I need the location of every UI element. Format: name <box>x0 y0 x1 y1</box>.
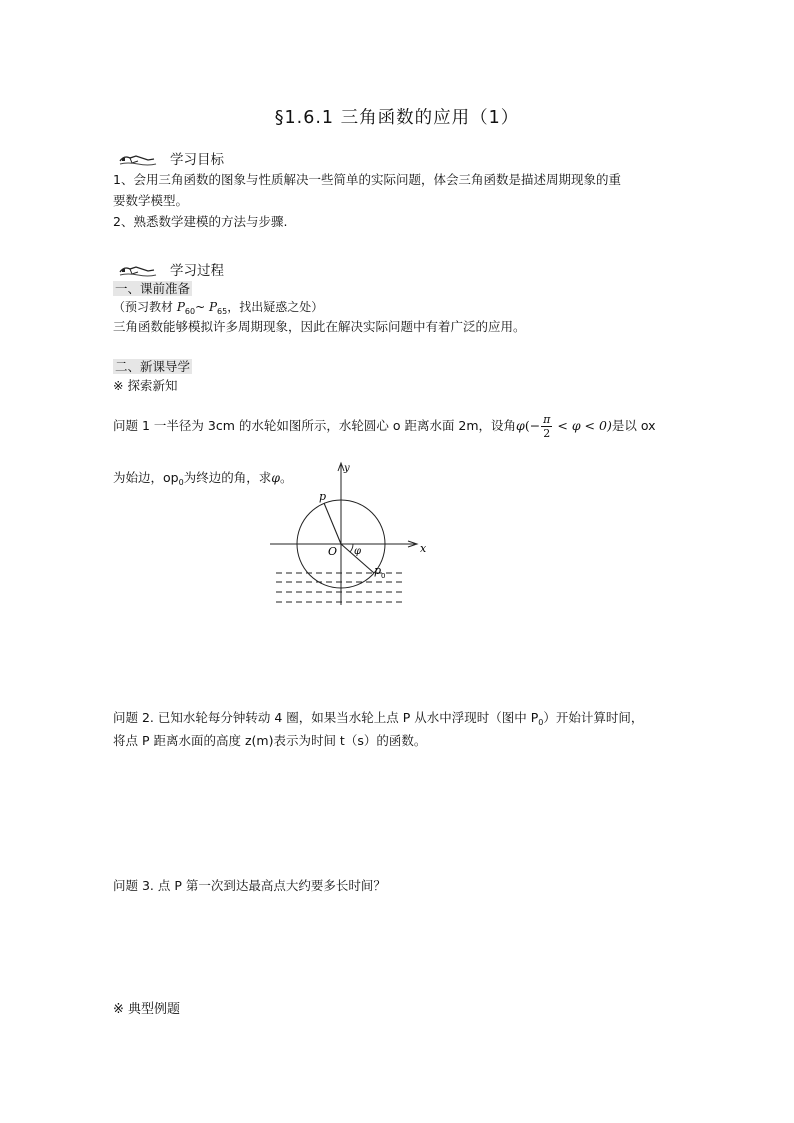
label-y: y <box>344 463 350 474</box>
section-header-process <box>118 259 224 279</box>
goal-line-2: 要数学模型。 <box>113 193 189 208</box>
explore-heading: ※ 探索新知 <box>113 378 178 393</box>
section-header-goals-label: 学习目标 <box>170 152 224 168</box>
part2-title: 二、新课导学 <box>115 359 191 374</box>
problem3: 问题 3. 点 P 第一次到达最高点大约要多长时间？ <box>113 878 386 893</box>
fraction-pi-over-2: $\frac{\pi}{2}$ <box>543 413 551 440</box>
part1-title: 一、课前准备 <box>115 281 191 296</box>
problem2-line2: 将点 P 距离水面的高度 z(m)表示为时间 t（s）的函数。 <box>113 733 427 748</box>
intro-text: 三角函数能够模拟许多周期现象，因此在解决实际问题中有着广泛的应用。 <box>113 319 526 334</box>
label-p: p <box>319 490 327 503</box>
goal-line-1: 1、会用三角函数的图象与性质解决一些简单的实际问题，体会三角函数是描述周期现象的重 <box>113 172 621 187</box>
examples-heading: ※ 典型例题 <box>113 1002 181 1017</box>
label-origin: O <box>328 545 338 558</box>
page-title: §1.6.1 三角函数的应用（1） <box>274 108 520 128</box>
section-header-process-label: 学习过程 <box>170 263 224 279</box>
problem2-line1: 问题 2. 已知水轮每分钟转动 4 圈，如果当水轮上点 P 从水中浮现时（图中 $P_0$）开始计算时间， <box>113 710 644 727</box>
label-p0-sub: 0 <box>381 572 386 580</box>
section-header-goals <box>118 148 224 168</box>
goal-line-3: 2、熟悉数学建模的方法与步骤. <box>113 214 288 229</box>
water-wheel-figure <box>260 455 440 615</box>
label-p0: p <box>374 564 382 577</box>
label-phi: φ <box>354 546 362 557</box>
label-x: x <box>420 542 427 555</box>
problem1-line1: 问题 1 一半径为 3cm 的水轮如图所示，水轮圆心 o 距离水面 2m，设角φ(− $\frac{\pi}{2}$ < φ < 0)是以 ox <box>113 413 656 440</box>
problem1-line2: 为始边，$op_0$为终边的角，求φ。 <box>113 470 293 487</box>
radius-op <box>324 503 341 544</box>
pen-icon <box>118 263 158 277</box>
preview-note: （预习教材 $P_{60}\sim$ $P_{65}$，找出疑惑之处） <box>113 300 324 316</box>
angle-arc <box>350 544 353 552</box>
pen-icon <box>118 152 158 166</box>
